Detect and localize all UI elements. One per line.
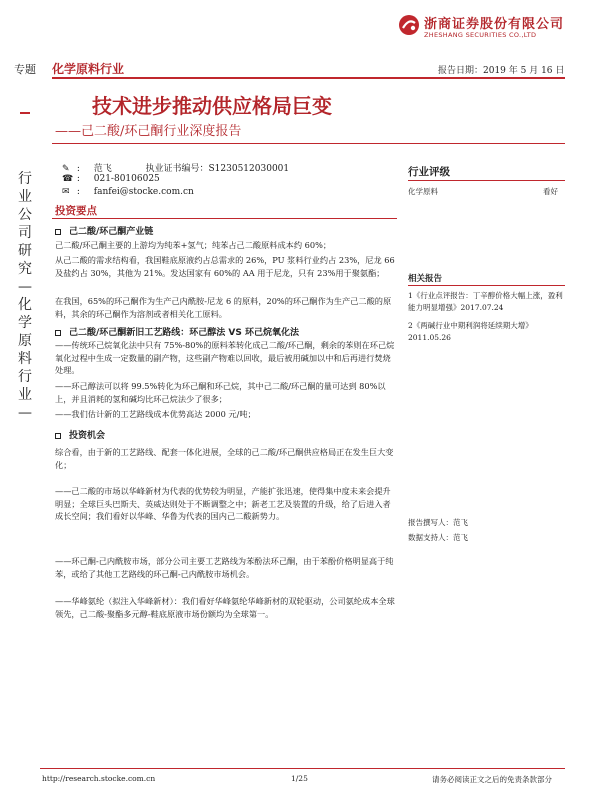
section-heading-opportunity: 投资机会 [55, 428, 105, 441]
related-report-link[interactable]: 1《行业点评报告：丁辛醇价格大幅上涨，盈利能力明显增强》2017.07.24 [408, 291, 563, 312]
related-report-link[interactable]: 2《两碱行业中期利润将延续期大增》2011.05.26 [408, 321, 533, 342]
footer-divider [40, 768, 565, 769]
paragraph: ——华峰氨纶（拟注入华峰新材）：我们看好华峰氨纶华峰新材的双轮驱动，公司氨纶成本全球领先，己二酸-聚酯多元醇-鞋底原液市场份额均为全球第一。 [55, 596, 395, 619]
author-phone-row: ☎ : 021-80106025 [62, 174, 160, 184]
paragraph: ——环己酮-己内酰胺市场，部分公司主要工艺路线为苯酚法环己酮，由于苯酚价格明显高于纯苯，或给了其他工艺路线的环己酮-己内酰胺市场机会。 [55, 556, 394, 579]
pen-icon: ✎ [62, 164, 70, 174]
phone-icon: ☎ [62, 174, 74, 184]
report-title: 技术进步推动供应格局巨变 [92, 94, 332, 118]
bullet-square-icon [55, 433, 61, 439]
section-heading-chain: 己二酸/环己酮产业链 [55, 224, 153, 237]
data-support-label: 数据支持人：范飞 [408, 533, 468, 542]
paragraph: 己二酸/环己酮主要的上游均为纯苯+氢气；纯苯占己二酸原料成本约 60%； [55, 240, 332, 250]
title-divider [52, 143, 565, 144]
footer-disclaimer: 请务必阅读正文之后的免责条款部分 [432, 775, 552, 784]
rating-heading: 行业评级 [408, 166, 450, 178]
rating-value: 看好 [543, 187, 558, 196]
paragraph: 综合看，由于新的工艺路线、配套一体化进展，全球的己二酸/环己酮供应格局正在发生巨大变化； [55, 447, 394, 470]
brand-logo-icon [398, 14, 420, 36]
paragraph: 从己二酸的需求结构看，我国鞋底原液约占总需求的 26%，PU 浆料行业约占 23%，尼龙 66 及盐约占 30%，其他为 21%。发达国家有 60%的 AA 用于尼龙，只有 23%用于聚氨酯； [55, 255, 395, 278]
report-subtitle: ——己二酸/环己酮行业深度报告 [55, 124, 242, 139]
author-email-row: ✉ : fanfei@stocke.com.cn [62, 187, 194, 197]
bullet-square-icon [55, 330, 61, 336]
industry-label: 化学原料行业 [52, 62, 125, 76]
related-reports-heading: 相关报告 [408, 274, 443, 284]
side-tag-divider [20, 112, 30, 114]
investment-summary-divider [52, 218, 397, 219]
author-name: 范飞 [93, 164, 112, 174]
related-reports-divider [408, 285, 565, 286]
footer-url-link[interactable]: http://research.stocke.com.cn [42, 774, 156, 783]
brand-name-en: ZHESHANG SECURITIES CO.,LTD [424, 31, 537, 39]
paragraph: 在我国，65%的环己酮作为生产己内酰胺-尼龙 6 的原料，20%的环己酮作为生产己二酸的原料，其余的环己酮作为溶剂或者相关化工原料。 [55, 296, 392, 319]
author-cert: 执业证书编号：S1230512030001 [145, 164, 290, 174]
page-number: 1/25 [291, 774, 308, 783]
section-heading-process: 己二酸/环己酮新旧工艺路线：环己醇法 VS 环己烷氧化法 [55, 325, 299, 338]
rating-divider [408, 180, 565, 181]
investment-summary-heading: 投资要点 [55, 205, 97, 217]
paragraph: ——己二酸的市场以华峰新材为代表的优势较为明显，产能扩张迅速，使得集中度未来会提升明显；全球巨头巴斯夫、英威达则处于不断调整之中；新老工艺及装置的升级，给了后进入者成长空间；我们看好以华峰、华鲁为代表的国内己二酸新势力。 [55, 486, 391, 522]
side-tag-category: 行业公司研究—化学原料行业— [18, 171, 32, 421]
rating-sector: 化学原料 [408, 187, 438, 196]
paragraph: ——环己醇法可以将 99.5%转化为环己酮和环己烷，其中己二酸/环己酮的量可达到 80%以上，并且消耗的氢和碱均比环己烷法少了很多； [55, 381, 386, 404]
paragraph: ——我们估计新的工艺路线成本优势高达 2000 元/吨； [55, 409, 256, 419]
report-date: 报告日期：2019 年 5 月 16 日 [438, 66, 565, 76]
author-phone: 021-80106025 [93, 174, 160, 184]
brand-name-cn: 浙商证券股份有限公司 [424, 17, 565, 32]
author-email[interactable]: fanfei@stocke.com.cn [93, 187, 194, 197]
header-divider [52, 77, 565, 79]
analyst-label: 报告撰写人：范飞 [408, 518, 468, 527]
side-tag-topic: 专题 [14, 63, 36, 76]
author-name-row: ✎ : 范飞 执业证书编号：S1230512030001 [62, 164, 290, 174]
bullet-square-icon [55, 229, 61, 235]
paragraph: ——传统环己烷氧化法中只有 75%-80%的原料苯转化成己二酸/环己酮，剩余的苯则在环己烷氧化过程中生成一定数量的副产物，这些副产物难以回收，最后被用碱加以中和后再进行焚烧处理。 [55, 340, 395, 376]
mail-icon: ✉ [62, 187, 70, 197]
